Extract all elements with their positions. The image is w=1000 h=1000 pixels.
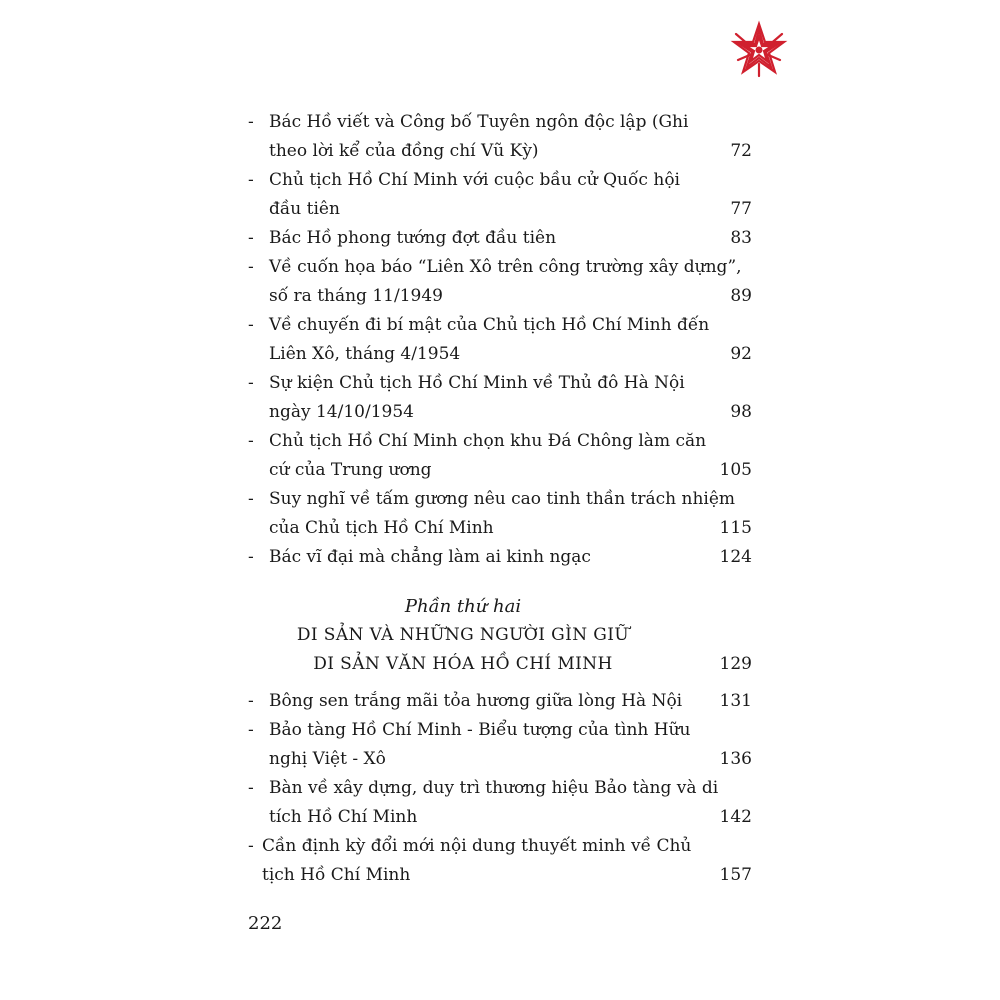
toc-entry-line [248,137,752,166]
toc-dash: - [248,836,254,856]
toc-entry-line [248,195,752,224]
toc-entry [248,311,752,369]
toc-dash: - [248,691,254,711]
toc-page-number: 92 [730,344,752,364]
toc-page-number: 89 [730,286,752,306]
toc-entry [248,832,752,890]
toc-entry-title: Bác Hồ viết và Công bố Tuyên ngôn độc lập (Ghi [269,112,689,132]
toc-entry-line [248,832,752,861]
toc-entry-title: Liên Xô, tháng 4/1954 [269,344,461,364]
toc-entry-title: tích Hồ Chí Minh [269,807,418,827]
toc-dash: - [248,720,254,740]
toc-dash: - [248,373,254,393]
toc-page-number: 72 [730,141,752,161]
toc-entry-title: Bông sen trắng mãi tỏa hương giữa lòng Hà Nội [269,691,683,711]
toc-entry-line [248,485,752,514]
toc-entry-line [248,774,752,803]
toc-entry [248,687,752,716]
toc-entry-title: Bàn về xây dựng, duy trì thương hiệu Bảo tàng và di [269,778,719,798]
toc-entry-title: số ra tháng 11/1949 [269,286,443,306]
part-label: Phần thứ hai [404,596,522,617]
toc-dash: - [248,778,254,798]
toc-entry-title: tịch Hồ Chí Minh [262,865,411,885]
part-title-line-2: DI SẢN VĂN HÓA HỒ CHÍ MINH [313,654,613,674]
toc-page-number: 124 [719,547,752,567]
toc-entry-title: Sự kiện Chủ tịch Hồ Chí Minh về Thủ đô Hà Nội [269,373,685,393]
page-folio: 222 [248,913,283,934]
toc-entry [248,543,752,572]
toc-entry-line [248,311,752,340]
toc-entry-line [248,282,752,311]
toc-entry-title: đầu tiên [269,199,340,219]
toc-dash: - [248,228,254,248]
toc-entry-title: theo lời kể của đồng chí Vũ Kỳ) [269,141,539,161]
toc-dash: - [248,112,254,132]
toc-entry [248,774,752,832]
toc-entry [248,253,752,311]
toc-entry-title: Suy nghĩ về tấm gương nêu cao tinh thần trách nhiệm [269,489,736,509]
toc-entry [248,369,752,427]
toc-entry-title: Về chuyến đi bí mật của Chủ tịch Hồ Chí Minh đến [269,315,710,335]
toc-entry-title: Về cuốn họa báo “Liên Xô trên công trường xây dựng”, [269,257,742,277]
toc-entry [248,716,752,774]
toc-entry-line [248,166,752,195]
toc-entry-line [248,369,752,398]
toc-page-number: 131 [719,691,752,711]
toc-entry [248,108,752,166]
toc-page-number: 157 [719,865,752,885]
toc-entry-line [248,224,752,253]
toc-entry [248,224,752,253]
toc-entry-title: Cần định kỳ đổi mới nội dung thuyết minh về Chủ [262,836,692,856]
toc-dash: - [248,257,254,277]
toc-page-number: 83 [730,228,752,248]
toc-entry-title: Chủ tịch Hồ Chí Minh với cuộc bầu cử Quốc hội [269,170,680,190]
toc-entry-title: ngày 14/10/1954 [269,402,414,422]
toc-entry-line [248,456,752,485]
toc-entry-title: Bác Hồ phong tướng đợt đầu tiên [269,228,557,248]
toc-entry-line [248,543,752,572]
toc-page-number: 105 [719,460,752,480]
toc-dash: - [248,431,254,451]
toc-page-number: 115 [719,518,752,538]
part-page-number: 129 [719,654,752,674]
toc-dash: - [248,170,254,190]
toc-entry-line [248,427,752,456]
toc-dash: - [248,315,254,335]
toc-entry [248,427,752,485]
toc-page-number: 142 [719,807,752,827]
toc-dash: - [248,489,254,509]
toc-entry-line [248,745,752,774]
toc-entry [248,166,752,224]
toc-entry [248,485,752,543]
toc-entry-title: Bác vĩ đại mà chẳng làm ai kinh ngạc [269,547,591,567]
toc-entry-line [248,687,752,716]
toc-entry-title: nghị Việt - Xô [269,749,386,769]
toc-page-number: 98 [730,402,752,422]
toc-entry-title: Chủ tịch Hồ Chí Minh chọn khu Đá Chông làm căn [269,431,707,451]
toc-entry-line [248,514,752,543]
toc-entry-line [248,861,752,890]
toc-entry-line [248,340,752,369]
toc-page-number: 136 [719,749,752,769]
publisher-star-emblem-icon [728,20,790,82]
toc-entry-line [248,398,752,427]
part-title-line-1: DI SẢN VÀ NHỮNG NGƯỜI GÌN GIỮ [296,625,630,645]
toc-entry-line [248,253,752,282]
toc-entry-line [248,108,752,137]
toc-entry-title: của Chủ tịch Hồ Chí Minh [269,518,494,538]
toc-entry-title: cứ của Trung ương [269,460,432,480]
toc-page-number: 77 [730,199,752,219]
toc-dash: - [248,547,254,567]
toc-entry-title: Bảo tàng Hồ Chí Minh - Biểu tượng của tình Hữu [269,720,691,740]
toc-entry-line [248,803,752,832]
toc-entry-line [248,716,752,745]
